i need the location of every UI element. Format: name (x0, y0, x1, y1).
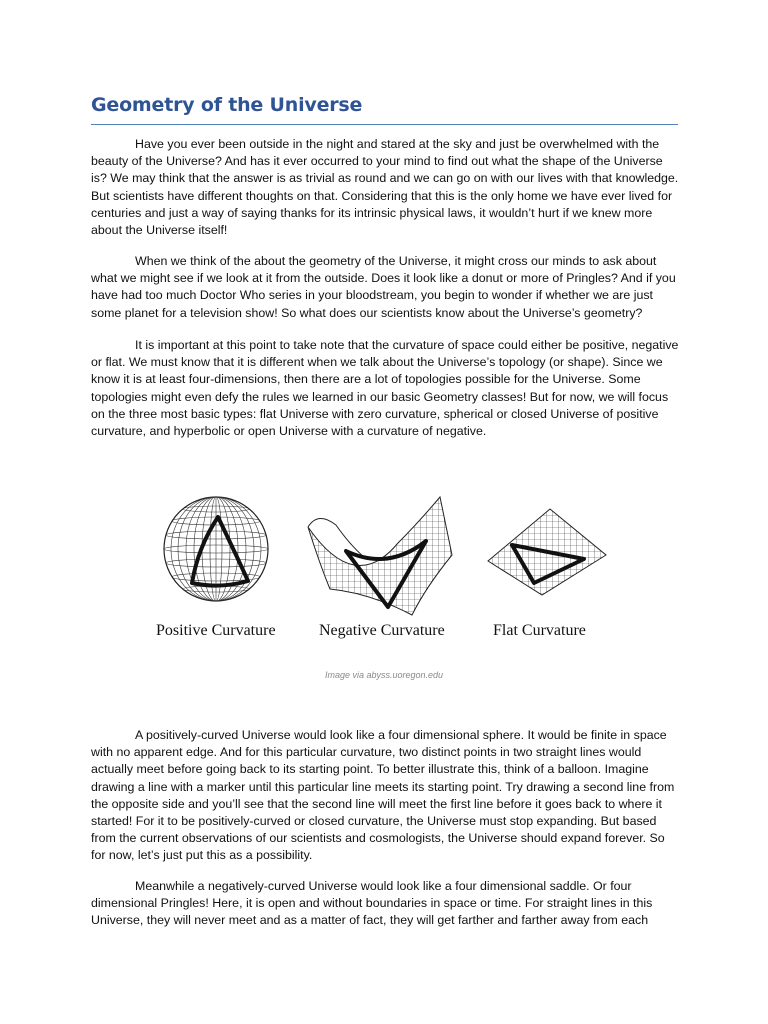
title-underline (91, 124, 678, 125)
paragraph-intro: Have you ever been outside in the night and stared at the sky and just be overwhelmed with the beauty of the Universe? And has it ever occurred to your mind to find out what the shape of the Universe is? We may think that the answer is as trivial as round and we can go on with our lives with that knowledge. But scientists have different thoughts on that. Considering that this is the only home we have ever lived for centuries and just a way of saying thanks for its intrinsic physical laws, it wouldn’t hurt if we knew more about the Universe itself! (91, 137, 679, 238)
page-title: Geometry of the Universe (91, 94, 363, 116)
plane-diagram (488, 509, 606, 595)
paragraph-outside-view: When we think of the about the geometry of the Universe, it might cross our minds to ask about what we might see if we look at it from the outside. Does it look like a donut or more of Pringles? And if you have had too much Doctor Who series in your bloodstream, you begin to wonder if whether we are just some planet for a television show! So what does our scientists know about the Universe’s geometry? (91, 254, 676, 320)
curvature-figure (150, 485, 610, 645)
paragraph-curvature-types: It is important at this point to take note that the curvature of space could either be positive, negative or flat. We must know that it is different when we talk about the Universe’s topology (or shape). Since we know it is at least four-dimensions, then there are a lot of topologies possible for the Universe. Some topologies might even defy the rules we learned in our basic Geometry classes! But for now, we will focus on the three most basic types: flat Universe with zero curvature, spherical or closed Universe of positive curvature, and hyperbolic or open Universe with a curvature of negative. (91, 338, 679, 439)
paragraph-negative-curvature: Meanwhile a negatively-curved Universe would look like a four dimensional saddle. Or four dimensional Pringles! Here, it is open and without boundaries in space or time. For straight lines in this Universe, they will never meet and as a matter of fact, they will get farther and farther away from each (91, 879, 653, 928)
label-flat-curvature: Flat Curvature (493, 622, 586, 639)
label-positive-curvature: Positive Curvature (156, 622, 276, 639)
label-negative-curvature: Negative Curvature (319, 622, 445, 639)
saddle-diagram (308, 497, 452, 615)
paragraph-positive-curvature: A positively-curved Universe would look like a four dimensional sphere. It would be finite in space with no apparent edge. And for this particular curvature, two distinct points in two straight lines would actually meet before going back to its starting point. To better illustrate this, think of a balloon. Imagine drawing a line with a marker until this particular line meets its starting point. Try drawing a second line from the opposite side and you’ll see that the second line will meet the first line before it goes back to where it started! For it to be positively-curved or closed curvature, the Universe must stop expanding. But based from the current observations of our scientists and cosmologists, the Universe should expand forever. So for now, let’s just put this as a possibility. (91, 728, 675, 863)
figure-caption: Image via abyss.uoregon.edu (324, 670, 444, 680)
sphere-diagram (164, 497, 268, 601)
curvature-illustration (150, 485, 610, 620)
